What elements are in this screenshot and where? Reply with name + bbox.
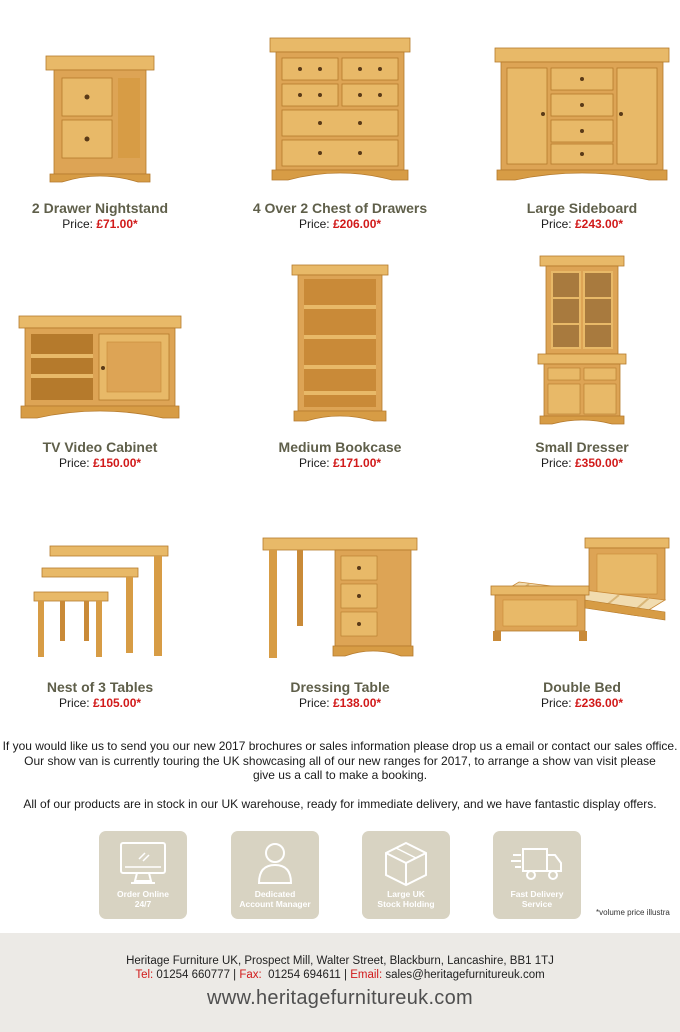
price-label: Price: bbox=[62, 217, 93, 231]
product-name[interactable]: Small Dresser bbox=[535, 439, 629, 455]
box-icon bbox=[380, 839, 432, 887]
volume-price-footnote: *volume price illustra bbox=[596, 908, 670, 917]
feature-fast-delivery bbox=[493, 831, 581, 919]
product-price bbox=[227, 696, 453, 710]
feature-badges bbox=[0, 831, 680, 921]
product-price bbox=[0, 456, 213, 470]
dresser-image[interactable] bbox=[469, 254, 680, 426]
product-name[interactable]: Large Sideboard bbox=[526, 200, 638, 216]
product-price bbox=[0, 217, 213, 231]
product-price bbox=[227, 217, 453, 231]
fax-label: Fax: bbox=[239, 969, 262, 981]
feature-label-line: Account Manager bbox=[239, 899, 311, 909]
product-name[interactable]: Medium Bookcase bbox=[278, 439, 402, 455]
product-price bbox=[469, 217, 680, 231]
price-label: Price: bbox=[298, 217, 330, 231]
feature-label-line: Service bbox=[521, 899, 553, 909]
feature-label-line: Fast Delivery bbox=[510, 889, 564, 899]
product-price bbox=[469, 456, 680, 470]
person-icon bbox=[249, 839, 301, 887]
chest-of-drawers-image[interactable] bbox=[227, 34, 453, 184]
feature-order-online bbox=[99, 831, 187, 919]
company-address: Heritage Furniture UK, Prospect Mill, Walter Street, Blackburn, Lancashire, BB1 1TJ bbox=[126, 955, 554, 967]
contact-line bbox=[0, 969, 680, 981]
product-name[interactable]: 2 Drawer Nightstand bbox=[31, 200, 169, 216]
price-amount: £243.00* bbox=[574, 217, 624, 231]
footer bbox=[0, 933, 680, 1032]
product-price bbox=[0, 696, 213, 710]
product-name[interactable]: Nest of 3 Tables bbox=[46, 679, 154, 695]
double-bed-image[interactable] bbox=[469, 534, 680, 652]
sideboard-image[interactable] bbox=[469, 44, 680, 184]
price-amount: £171.00* bbox=[332, 456, 382, 470]
feature-label-line: Large UK bbox=[387, 889, 425, 899]
product-name[interactable]: TV Video Cabinet bbox=[42, 439, 158, 455]
price-amount: £71.00* bbox=[96, 217, 138, 231]
product-name[interactable]: 4 Over 2 Chest of Drawers bbox=[252, 200, 428, 216]
price-label: Price: bbox=[540, 696, 572, 710]
info-line: give us a call to make a booking. bbox=[252, 768, 428, 782]
feature-label bbox=[233, 889, 317, 909]
tel-label: Tel: bbox=[135, 969, 154, 981]
price-amount: £236.00* bbox=[574, 696, 624, 710]
brochure-info-text bbox=[0, 739, 680, 783]
feature-label-line: Stock Holding bbox=[377, 899, 435, 909]
fax-number: 01254 694611 | bbox=[261, 969, 351, 981]
monitor-icon bbox=[117, 839, 169, 887]
dressing-table-image[interactable] bbox=[227, 534, 453, 662]
feature-label-line: Dedicated bbox=[254, 889, 296, 899]
nest-of-tables-image[interactable] bbox=[0, 542, 213, 660]
email-label: Email: bbox=[350, 969, 383, 981]
product-price bbox=[469, 696, 680, 710]
tel-number[interactable]: 01254 660777 | bbox=[153, 969, 240, 981]
price-amount: £350.00* bbox=[574, 456, 624, 470]
product-name[interactable]: Dressing Table bbox=[290, 679, 390, 695]
feature-account-manager bbox=[231, 831, 319, 919]
price-amount: £138.00* bbox=[332, 696, 382, 710]
feature-label bbox=[364, 889, 448, 909]
info-line: If you would like us to send you our new 2017 brochures or sales information please drop us a email or contact our sales office. bbox=[2, 739, 678, 753]
price-label: Price: bbox=[58, 456, 90, 470]
stock-info-text bbox=[0, 797, 680, 812]
feature-label bbox=[101, 889, 185, 909]
feature-label bbox=[495, 889, 579, 909]
website-link[interactable]: www.heritagefurnitureuk.com bbox=[207, 987, 473, 1009]
bookcase-image[interactable] bbox=[227, 263, 453, 423]
price-label: Price: bbox=[298, 696, 330, 710]
nightstand-image[interactable] bbox=[0, 50, 213, 185]
feature-label-line: 24/7 bbox=[134, 899, 152, 909]
product-name[interactable]: Double Bed bbox=[543, 679, 621, 695]
price-amount: £150.00* bbox=[92, 456, 142, 470]
price-label: Price: bbox=[540, 456, 572, 470]
price-label: Price: bbox=[540, 217, 572, 231]
delivery-truck-icon bbox=[511, 839, 563, 887]
info-line: All of our products are in stock in our UK warehouse, ready for immediate delivery, and we have fantastic display offers. bbox=[23, 797, 657, 811]
price-label: Price: bbox=[298, 456, 330, 470]
info-line: Our show van is currently touring the UK showcasing all of our new ranges for 2017, to arrange a show van visit please bbox=[24, 753, 656, 768]
email-link[interactable]: sales@heritagefurnitureuk.com bbox=[382, 969, 545, 981]
feature-label-line: Order Online bbox=[117, 889, 169, 899]
price-label: Price: bbox=[58, 696, 90, 710]
product-price bbox=[227, 456, 453, 470]
price-amount: £206.00* bbox=[332, 217, 382, 231]
tv-cabinet-image[interactable] bbox=[0, 312, 213, 424]
price-amount: £105.00* bbox=[92, 696, 142, 710]
feature-stock-holding bbox=[362, 831, 450, 919]
